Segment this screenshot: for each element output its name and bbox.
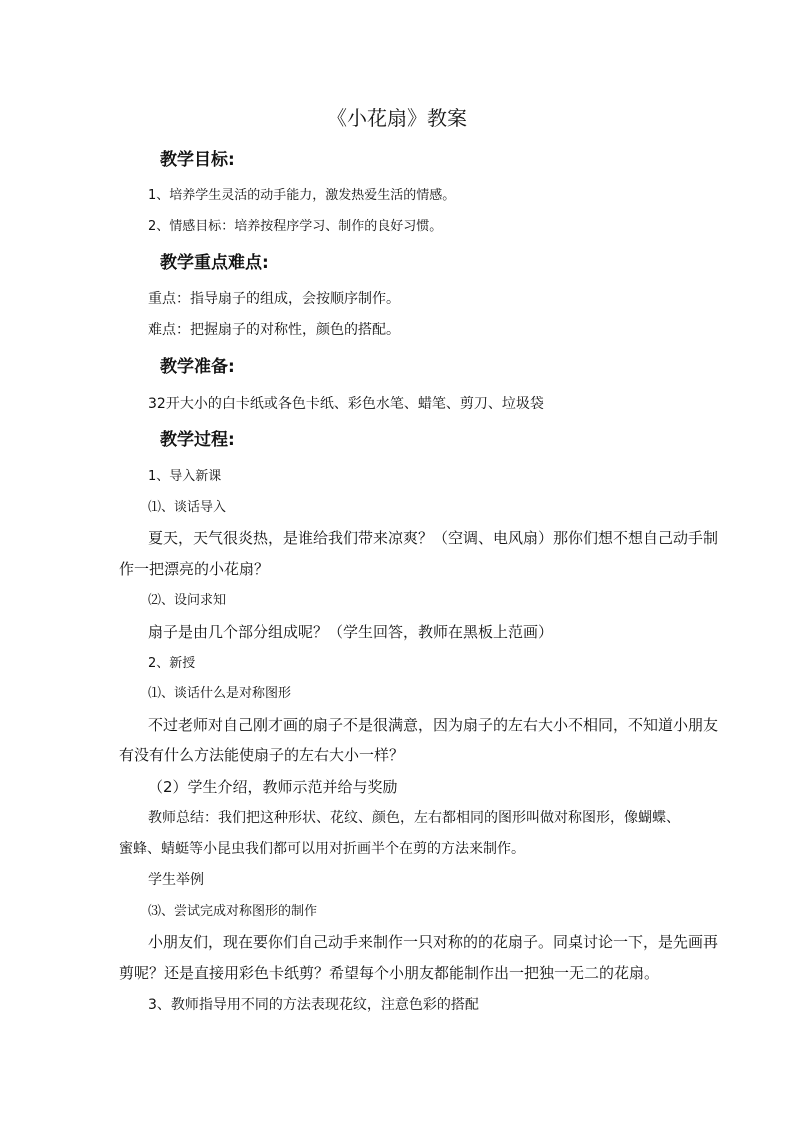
process-line: ⑵、设问求知 — [148, 593, 227, 608]
process-line: 1、导入新课 — [148, 469, 222, 484]
objective-item-2: 2、情感目标：培养按程序学习、制作的良好习惯。 — [148, 219, 443, 234]
preparation-text: 32开大小的白卡纸或各色卡纸、彩色水笔、蜡笔、剪刀、垃圾袋 — [148, 396, 544, 412]
section-heading-preparation: 教学准备: — [160, 357, 235, 377]
process-line: 教师总结：我们把这种形状、花纹、颜色，左右都相同的图形叫做对称图形，像蝴蝶、 — [148, 810, 680, 826]
process-line: 剪呢？还是直接用彩色卡纸剪？希望每个小朋友都能制作出一把独一无二的花扇。 — [119, 964, 660, 982]
process-line: 扇子是由几个部分组成呢？（学生回答，教师在黑板上范画） — [148, 623, 554, 641]
objective-item-1: 1、培养学生灵活的动手能力，激发热爱生活的情感。 — [148, 188, 456, 203]
section-heading-process: 教学过程: — [160, 430, 235, 450]
process-line: 作一把漂亮的小花扇？ — [119, 560, 270, 578]
process-line: （2）学生介绍，教师示范并给与奖励 — [148, 778, 398, 796]
process-line: 3、教师指导用不同的方法表现花纹，注意色彩的搭配 — [148, 997, 479, 1013]
process-line: ⑴、谈话导入 — [148, 500, 227, 515]
section-heading-key-points: 教学重点难点: — [160, 253, 269, 273]
process-line: ⑶、尝试完成对称图形的制作 — [148, 904, 318, 919]
key-point-item-2: 难点：把握扇子的对称性，颜色的搭配。 — [148, 322, 400, 338]
process-line: 2、新授 — [148, 656, 196, 671]
process-line: 不过老师对自己刚才画的扇子不是很满意，因为扇子的左右大小不相同，不知道小朋友 — [148, 716, 719, 734]
process-line: 蜜蜂、蜻蜓等小昆虫我们都可以用对折画半个在剪的方法来制作。 — [119, 841, 525, 857]
process-line: 学生举例 — [148, 872, 204, 888]
document-title: 《小花扇》教案 — [327, 106, 467, 130]
process-line: 有没有什么方法能使扇子的左右大小一样？ — [119, 746, 405, 764]
process-line: 小朋友们，现在要你们自己动手来制作一只对称的的花扇子。同桌讨论一下，是先画再 — [148, 933, 719, 951]
process-line: ⑴、谈话什么是对称图形 — [148, 686, 292, 701]
key-point-item-1: 重点：指导扇子的组成，会按顺序制作。 — [148, 291, 400, 307]
section-heading-objectives: 教学目标: — [160, 150, 235, 170]
process-line: 夏天，天气很炎热，是谁给我们带来凉爽？（空调、电风扇）那你们想不想自己动手制 — [148, 529, 719, 547]
